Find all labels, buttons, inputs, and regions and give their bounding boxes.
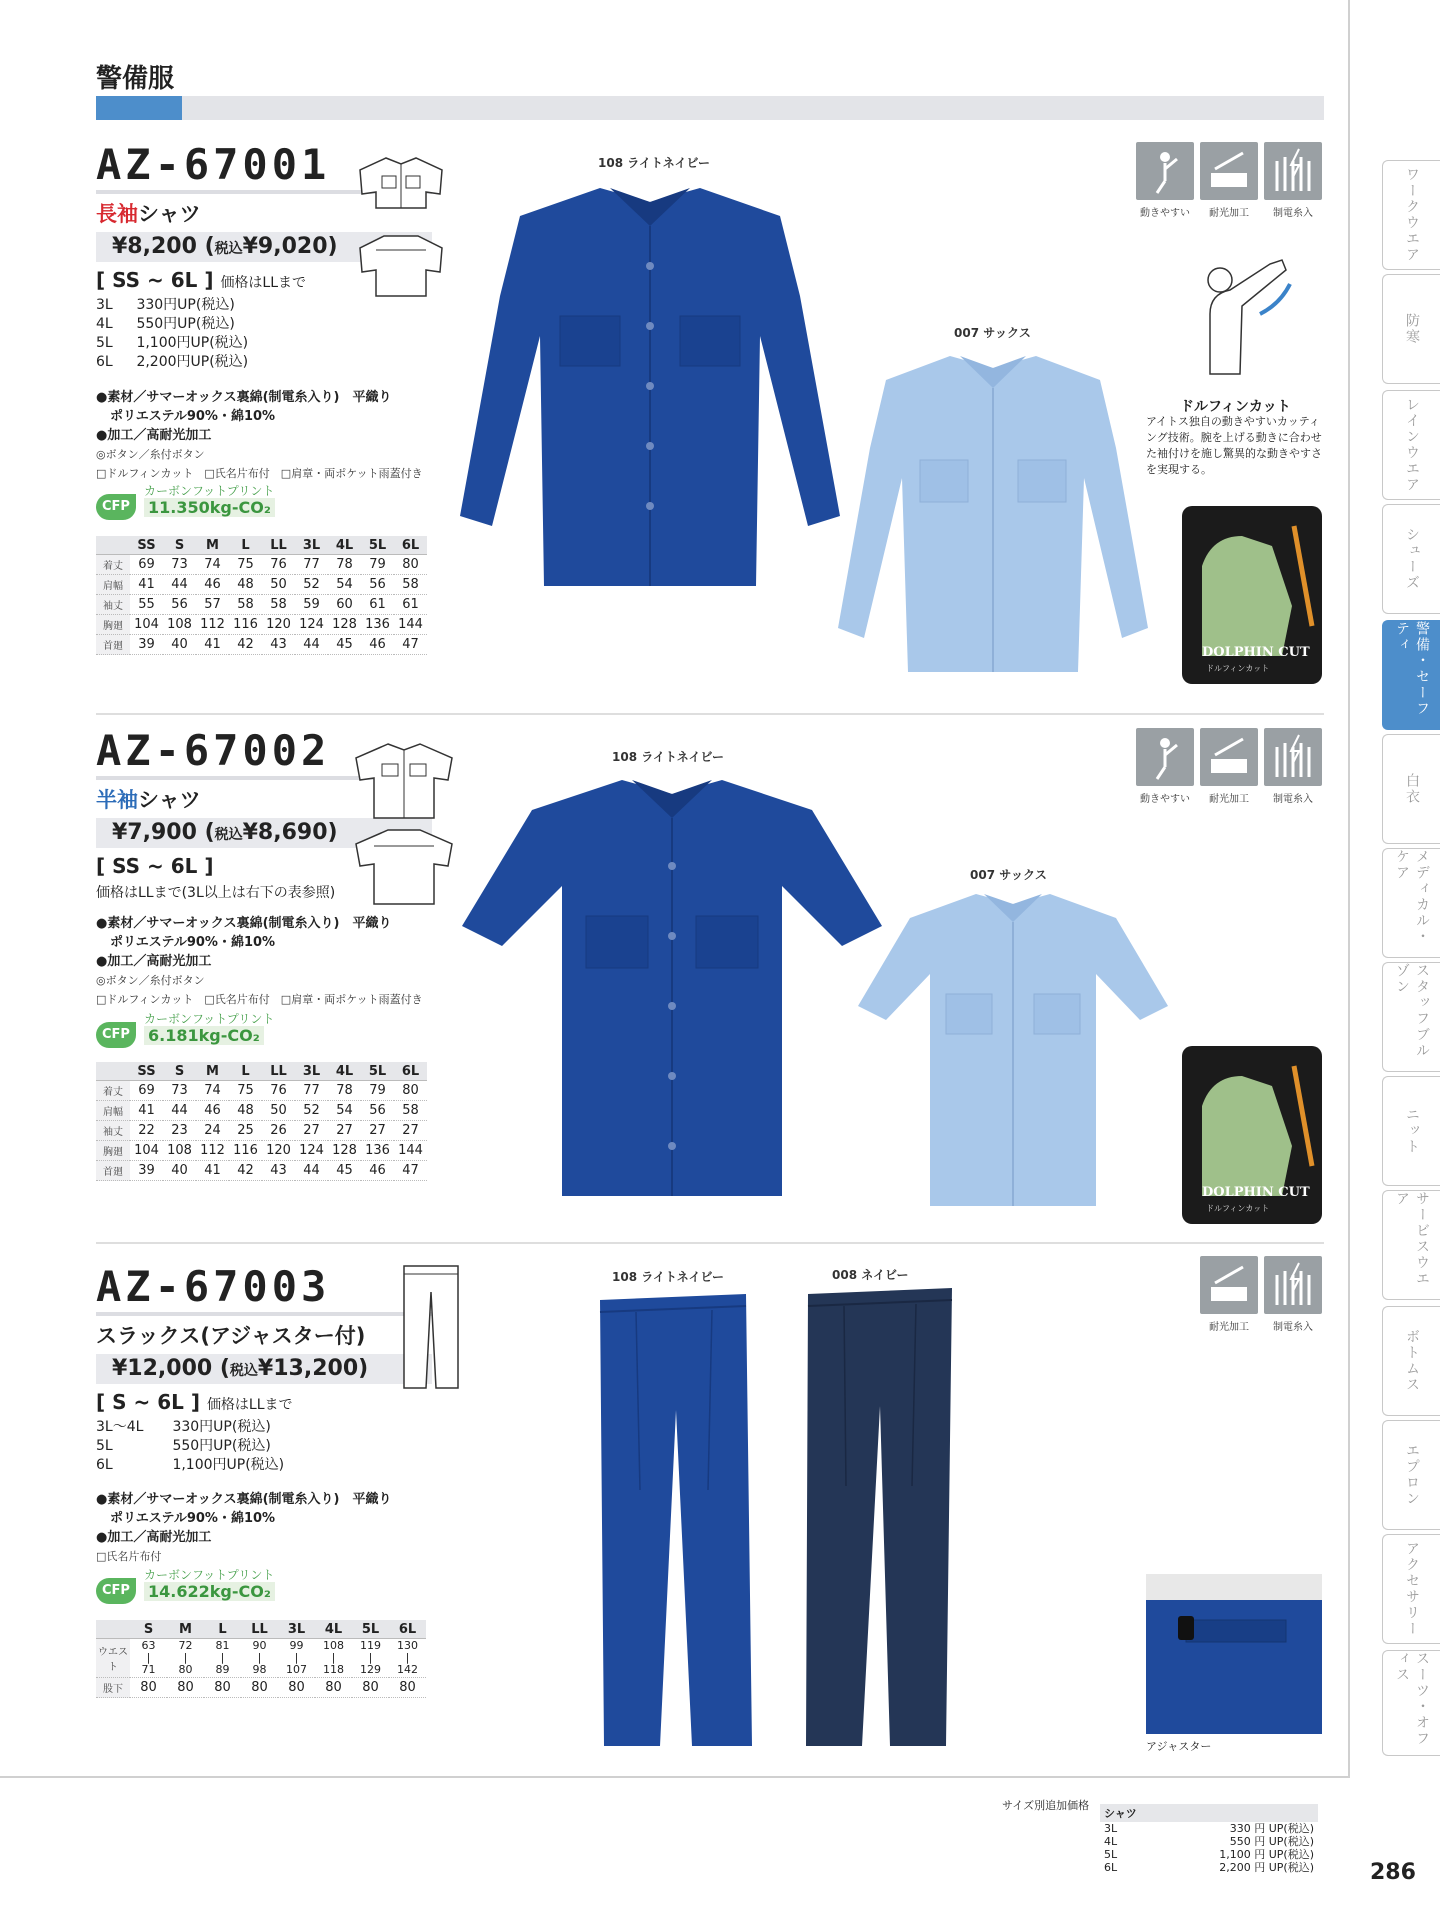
table-cell: 60 <box>328 595 361 615</box>
size-header: M <box>167 1620 204 1639</box>
section-separator <box>96 713 1324 715</box>
table-cell: 22 <box>130 1121 163 1141</box>
table-cell: 72 | 80 <box>167 1639 204 1678</box>
table-cell: 46 <box>196 1101 229 1121</box>
side-tab[interactable] <box>1382 620 1440 730</box>
feature-caption: 耐光加工 <box>1209 1322 1249 1333</box>
side-tab-label: 警備・セーフティ <box>1394 621 1430 717</box>
side-tab-label: アクセサリー <box>1404 1541 1420 1637</box>
table-cell: 56 <box>361 575 394 595</box>
size-header: 4L <box>315 1620 352 1639</box>
table-cell: 55 <box>130 595 163 615</box>
table-cell: 43 <box>262 1161 295 1181</box>
table-row <box>96 595 427 615</box>
slacks-sketch <box>400 1262 462 1392</box>
feature-caption: 耐光加工 <box>1209 208 1249 219</box>
side-tab[interactable] <box>1382 504 1440 614</box>
table-cell: 130 | 142 <box>389 1639 426 1678</box>
size-header: 6L <box>394 536 427 555</box>
table-cell: 54 <box>328 575 361 595</box>
table-cell: 39 <box>130 635 163 655</box>
cfp-label: カーボンフットプリント <box>144 1012 275 1026</box>
table-cell: 119 | 129 <box>352 1639 389 1678</box>
table-cell: 42 <box>229 1161 262 1181</box>
table-cell: 26 <box>262 1121 295 1141</box>
table-cell: 80 <box>394 555 427 575</box>
size-table <box>96 1620 426 1698</box>
cfp-label: カーボンフットプリント <box>144 484 275 498</box>
table-cell: 80 <box>278 1678 315 1698</box>
side-tab-label: ワークウエア <box>1404 167 1420 263</box>
table-cell: 50 <box>262 1101 295 1121</box>
row-label: 袖丈 <box>96 595 130 615</box>
table-cell: 61 <box>394 595 427 615</box>
table-cell: 74 <box>196 1081 229 1101</box>
table-row <box>96 575 427 595</box>
short-sleeve-shirt-navy-photo <box>462 776 882 1200</box>
table-cell: 47 <box>394 1161 427 1181</box>
table-cell: 27 <box>394 1121 427 1141</box>
size-range: [ S ~ 6L ] 価格はLLまで <box>96 1390 293 1414</box>
frame-bottom <box>0 1776 1350 1778</box>
table-cell: 48 <box>229 1101 262 1121</box>
table-row <box>96 1161 427 1181</box>
size-header: LL <box>241 1620 278 1639</box>
size-range: [ SS ~ 6L ] 価格はLLまで <box>96 268 307 292</box>
table-cell: 80 <box>204 1678 241 1698</box>
row-label: 首廻 <box>96 1161 130 1181</box>
upcharge-list: 3L 330円UP(税込) 4L 550円UP(税込) 5L 1,100円UP(税込) 6L 2,200円UP(税込) <box>96 297 249 370</box>
table-cell: 104 <box>130 1141 163 1161</box>
table-cell: 116 <box>229 1141 262 1161</box>
table-cell: 63 | 71 <box>130 1639 167 1678</box>
table-cell: 27 <box>328 1121 361 1141</box>
row-label: 股下 <box>96 1678 130 1698</box>
product-model: AZ-67002 <box>96 726 331 775</box>
table-cell: 24 <box>196 1121 229 1141</box>
row-label: 袖丈 <box>96 1121 130 1141</box>
size-header: M <box>196 1062 229 1081</box>
table-cell: 124 <box>295 615 328 635</box>
table-cell: 27 <box>295 1121 328 1141</box>
product-model: AZ-67003 <box>96 1262 331 1311</box>
color-caption: 108 ライトネイビー <box>612 1270 725 1284</box>
table-cell: 40 <box>163 1161 196 1181</box>
side-tab-label: サービスウエア <box>1394 1191 1430 1287</box>
table-cell: 79 <box>361 555 394 575</box>
size-header: 5L <box>361 536 394 555</box>
color-caption: 007 サックス <box>970 868 1047 882</box>
table-cell: 58 <box>262 595 295 615</box>
size-range: [ SS ~ 6L ] <box>96 854 214 878</box>
price-box: ¥12,000 (税込¥13,200) <box>96 1354 432 1384</box>
table-cell: 45 <box>328 635 361 655</box>
table-cell: 104 <box>130 615 163 635</box>
adjuster-caption: アジャスター <box>1146 1740 1212 1753</box>
table-row <box>96 1081 427 1101</box>
row-label: 着丈 <box>96 1081 130 1101</box>
cfp-label: カーボンフットプリント <box>144 1568 275 1582</box>
table-row <box>96 1639 426 1678</box>
price-box: ¥8,200 (税込¥9,020) <box>96 232 432 262</box>
feature-caption: 動きやすい <box>1140 208 1190 219</box>
size-header: LL <box>262 536 295 555</box>
table-cell: 58 <box>394 575 427 595</box>
size-header: 6L <box>389 1620 426 1639</box>
antistatic-icon <box>1264 142 1322 200</box>
dolphin-cut-illustration <box>1190 254 1300 384</box>
product-type: 半袖シャツ <box>96 788 201 812</box>
table-cell: 79 <box>361 1081 394 1101</box>
table-cell: 25 <box>229 1121 262 1141</box>
additional-price-table: シャツ 3L 330 円 UP(税込) 4L 550 円 UP(税込) 5L 1,100 円 UP(税込) 6L 2,200 円 UP(税込) <box>1100 1804 1318 1874</box>
short-sleeve-front-sketch <box>352 740 456 820</box>
size-header: L <box>229 1062 262 1081</box>
row-label: 胸廻 <box>96 1141 130 1161</box>
table-cell: 44 <box>295 635 328 655</box>
cfp-badge: CFP <box>96 494 136 520</box>
table-cell: 78 <box>328 555 361 575</box>
table-cell: 78 <box>328 1081 361 1101</box>
product-type: 長袖シャツ <box>96 202 201 226</box>
side-tab[interactable] <box>1382 734 1440 844</box>
row-label: 肩幅 <box>96 1101 130 1121</box>
table-cell: 108 <box>163 615 196 635</box>
table-cell: 112 <box>196 1141 229 1161</box>
short-sleeve-back-sketch <box>352 826 456 906</box>
table-cell: 59 <box>295 595 328 615</box>
table-cell: 75 <box>229 1081 262 1101</box>
side-tab[interactable] <box>1382 1306 1440 1416</box>
table-row <box>96 1101 427 1121</box>
table-cell: 39 <box>130 1161 163 1181</box>
size-header: 6L <box>394 1062 427 1081</box>
table-cell: 44 <box>295 1161 328 1181</box>
table-cell: 120 <box>262 615 295 635</box>
table-cell: 120 <box>262 1141 295 1161</box>
table-cell: 58 <box>229 595 262 615</box>
antistatic-icon <box>1264 1256 1322 1314</box>
size-header: 4L <box>328 1062 361 1081</box>
size-note: 価格はLLまで(3L以上は右下の表参照) <box>96 885 336 901</box>
shirt-front-sketch <box>356 154 446 210</box>
size-header: 3L <box>278 1620 315 1639</box>
table-cell: 50 <box>262 575 295 595</box>
side-tab-label: メディカル・ケア <box>1394 849 1430 945</box>
size-header: 3L <box>295 536 328 555</box>
table-cell: 56 <box>361 1101 394 1121</box>
product-type: スラックス(アジャスター付) <box>96 1324 366 1348</box>
table-cell: 80 <box>241 1678 278 1698</box>
spec-block: ●素材／サマーオックス裏綿(制電糸入り) 平織り ポリエステル90%・綿10% ●加工／高耐光加工 □氏名片布付 <box>96 1492 392 1563</box>
table-cell: 41 <box>130 1101 163 1121</box>
table-cell: 73 <box>163 1081 196 1101</box>
shirt-back-sketch <box>356 232 446 300</box>
feature-caption: 動きやすい <box>1140 794 1190 805</box>
table-cell: 69 <box>130 555 163 575</box>
upcharge-list: 3L～4L 330円UP(税込) 5L 550円UP(税込) 6L 1,100円UP(税込) <box>96 1419 285 1473</box>
cfp-value: 11.350kg-CO₂ <box>144 498 275 517</box>
size-header: 5L <box>361 1062 394 1081</box>
size-header: 4L <box>328 536 361 555</box>
size-header: S <box>163 1062 196 1081</box>
table-corner <box>96 1620 130 1639</box>
header-bar <box>96 96 1324 120</box>
table-cell: 80 <box>167 1678 204 1698</box>
table-cell: 48 <box>229 575 262 595</box>
table-cell: 41 <box>130 575 163 595</box>
model-underline <box>96 1312 432 1316</box>
table-cell: 128 <box>328 615 361 635</box>
table-cell: 57 <box>196 595 229 615</box>
table-row <box>96 1678 426 1698</box>
table-cell: 80 <box>394 1081 427 1101</box>
side-tab[interactable] <box>1382 274 1440 384</box>
table-cell: 144 <box>394 615 427 635</box>
feature-caption: 制電糸入 <box>1273 794 1313 805</box>
table-cell: 80 <box>352 1678 389 1698</box>
table-row <box>96 615 427 635</box>
light-resistant-icon <box>1200 1256 1258 1314</box>
table-row <box>96 555 427 575</box>
easy-move-icon <box>1136 142 1194 200</box>
page-number: 286 <box>1370 1860 1416 1885</box>
dolphin-cut-title: ドルフィンカット <box>1180 399 1291 415</box>
page-heading: 警備服 <box>96 64 175 94</box>
table-cell: 136 <box>361 1141 394 1161</box>
row-label: 肩幅 <box>96 575 130 595</box>
size-header: LL <box>262 1062 295 1081</box>
table-cell: 23 <box>163 1121 196 1141</box>
cfp-value: 6.181kg-CO₂ <box>144 1026 264 1045</box>
table-cell: 128 <box>328 1141 361 1161</box>
spec-block: ●素材／サマーオックス裏綿(制電糸入り) 平織り ポリエステル90%・綿10% ●加工／高耐光加工 ◎ボタン／糸付ボタン □ドルフィンカット □氏名片布付 □肩章・両ポケット雨蓋付き <box>96 390 423 480</box>
size-table <box>96 536 427 655</box>
row-label: ウエスト <box>96 1639 130 1678</box>
color-caption: 108 ライトネイビー <box>612 750 725 764</box>
dolphin-cut-badge: DOLPHIN CUT ドルフィンカット <box>1182 1046 1322 1224</box>
side-tab-label: スタッフブルゾン <box>1394 963 1430 1059</box>
side-tab-label: レインウエア <box>1404 397 1420 493</box>
row-label: 胸廻 <box>96 615 130 635</box>
table-cell: 144 <box>394 1141 427 1161</box>
section-separator <box>96 1242 1324 1244</box>
table-cell: 99 | 107 <box>278 1639 315 1678</box>
side-tab[interactable] <box>1382 1076 1440 1186</box>
side-tab[interactable] <box>1382 1650 1440 1756</box>
table-corner <box>96 1062 130 1081</box>
table-cell: 45 <box>328 1161 361 1181</box>
table-cell: 74 <box>196 555 229 575</box>
size-table <box>96 1062 427 1181</box>
long-sleeve-shirt-navy-photo <box>460 176 840 596</box>
side-tab-label: 防寒 <box>1404 313 1420 345</box>
table-row <box>96 1141 427 1161</box>
table-cell: 124 <box>295 1141 328 1161</box>
side-tab[interactable] <box>1382 390 1440 500</box>
table-cell: 46 <box>361 1161 394 1181</box>
side-tab[interactable] <box>1382 1190 1440 1300</box>
dolphin-cut-badge: DOLPHIN CUT ドルフィンカット <box>1182 506 1322 684</box>
row-label: 着丈 <box>96 555 130 575</box>
color-caption: 108 ライトネイビー <box>598 156 711 170</box>
table-corner <box>96 536 130 555</box>
slacks-light-navy-photo <box>596 1290 752 1750</box>
cfp-badge: CFP <box>96 1022 136 1048</box>
size-header: 3L <box>295 1062 328 1081</box>
size-header: SS <box>130 536 163 555</box>
feature-caption: 耐光加工 <box>1209 794 1249 805</box>
table-cell: 80 <box>389 1678 426 1698</box>
table-cell: 52 <box>295 1101 328 1121</box>
side-tab[interactable] <box>1382 1420 1440 1530</box>
size-header: L <box>229 536 262 555</box>
table-cell: 108 <box>163 1141 196 1161</box>
dolphin-cut-description: アイトス独自の動きやすいカッティング技術。腕を上げる動きに合わせた袖付けを施し驚異的な動きやすさを実現する。 <box>1146 415 1322 476</box>
table-row <box>96 635 427 655</box>
light-resistant-icon <box>1200 728 1258 786</box>
table-cell: 77 <box>295 1081 328 1101</box>
table-cell: 42 <box>229 635 262 655</box>
color-caption: 008 ネイビー <box>832 1268 909 1282</box>
table-cell: 80 <box>130 1678 167 1698</box>
table-cell: 136 <box>361 615 394 635</box>
product-model: AZ-67001 <box>96 140 331 189</box>
side-tab[interactable] <box>1382 848 1440 958</box>
table-cell: 81 | 89 <box>204 1639 241 1678</box>
table-cell: 47 <box>394 635 427 655</box>
side-tab-label: ボトムス <box>1404 1329 1420 1393</box>
table-cell: 112 <box>196 615 229 635</box>
size-header: S <box>163 536 196 555</box>
table-cell: 44 <box>163 1101 196 1121</box>
table-cell: 76 <box>262 1081 295 1101</box>
table-cell: 27 <box>361 1121 394 1141</box>
antistatic-icon <box>1264 728 1322 786</box>
table-cell: 41 <box>196 1161 229 1181</box>
side-tab-label: シューズ <box>1404 527 1420 591</box>
additional-price-title: サイズ別追加価格 <box>1002 1799 1090 1812</box>
table-cell: 90 | 98 <box>241 1639 278 1678</box>
table-cell: 52 <box>295 575 328 595</box>
feature-caption: 制電糸入 <box>1273 208 1313 219</box>
table-cell: 46 <box>361 635 394 655</box>
table-cell: 75 <box>229 555 262 575</box>
table-cell: 116 <box>229 615 262 635</box>
table-cell: 61 <box>361 595 394 615</box>
long-sleeve-shirt-sax-photo <box>838 348 1148 682</box>
side-tab-label: 白衣 <box>1404 773 1420 805</box>
slacks-navy-photo <box>806 1286 952 1750</box>
feature-caption: 制電糸入 <box>1273 1322 1313 1333</box>
light-resistant-icon <box>1200 142 1258 200</box>
size-header: S <box>130 1620 167 1639</box>
table-cell: 77 <box>295 555 328 575</box>
side-tab-label: スーツ・オフィス <box>1394 1651 1430 1747</box>
color-caption: 007 サックス <box>954 326 1031 340</box>
table-cell: 54 <box>328 1101 361 1121</box>
row-label: 首廻 <box>96 635 130 655</box>
table-cell: 43 <box>262 635 295 655</box>
easy-move-icon <box>1136 728 1194 786</box>
table-cell: 76 <box>262 555 295 575</box>
frame-line <box>1348 0 1350 1776</box>
header-accent <box>96 96 182 120</box>
table-cell: 69 <box>130 1081 163 1101</box>
side-tab[interactable] <box>1382 160 1440 270</box>
spec-block: ●素材／サマーオックス裏綿(制電糸入り) 平織り ポリエステル90%・綿10% ●加工／高耐光加工 ◎ボタン／糸付ボタン □ドルフィンカット □氏名片布付 □肩章・両ポケット雨蓋付き <box>96 916 423 1006</box>
size-header: M <box>196 536 229 555</box>
table-cell: 41 <box>196 635 229 655</box>
cfp-badge: CFP <box>96 1578 136 1604</box>
side-tab[interactable] <box>1382 1534 1440 1644</box>
table-cell: 46 <box>196 575 229 595</box>
adjuster-closeup-photo <box>1146 1574 1322 1734</box>
table-cell: 108 | 118 <box>315 1639 352 1678</box>
side-tab[interactable] <box>1382 962 1440 1072</box>
size-header: SS <box>130 1062 163 1081</box>
short-sleeve-shirt-sax-photo <box>858 890 1168 1210</box>
table-cell: 40 <box>163 635 196 655</box>
table-cell: 73 <box>163 555 196 575</box>
side-tab-label: ニット <box>1404 1107 1420 1155</box>
side-tab-label: エプロン <box>1404 1443 1420 1507</box>
size-header: L <box>204 1620 241 1639</box>
table-cell: 56 <box>163 595 196 615</box>
price-box: ¥7,900 (税込¥8,690) <box>96 818 432 848</box>
size-header: 5L <box>352 1620 389 1639</box>
table-cell: 80 <box>315 1678 352 1698</box>
table-cell: 58 <box>394 1101 427 1121</box>
cfp-value: 14.622kg-CO₂ <box>144 1582 275 1601</box>
table-cell: 44 <box>163 575 196 595</box>
table-row <box>96 1121 427 1141</box>
